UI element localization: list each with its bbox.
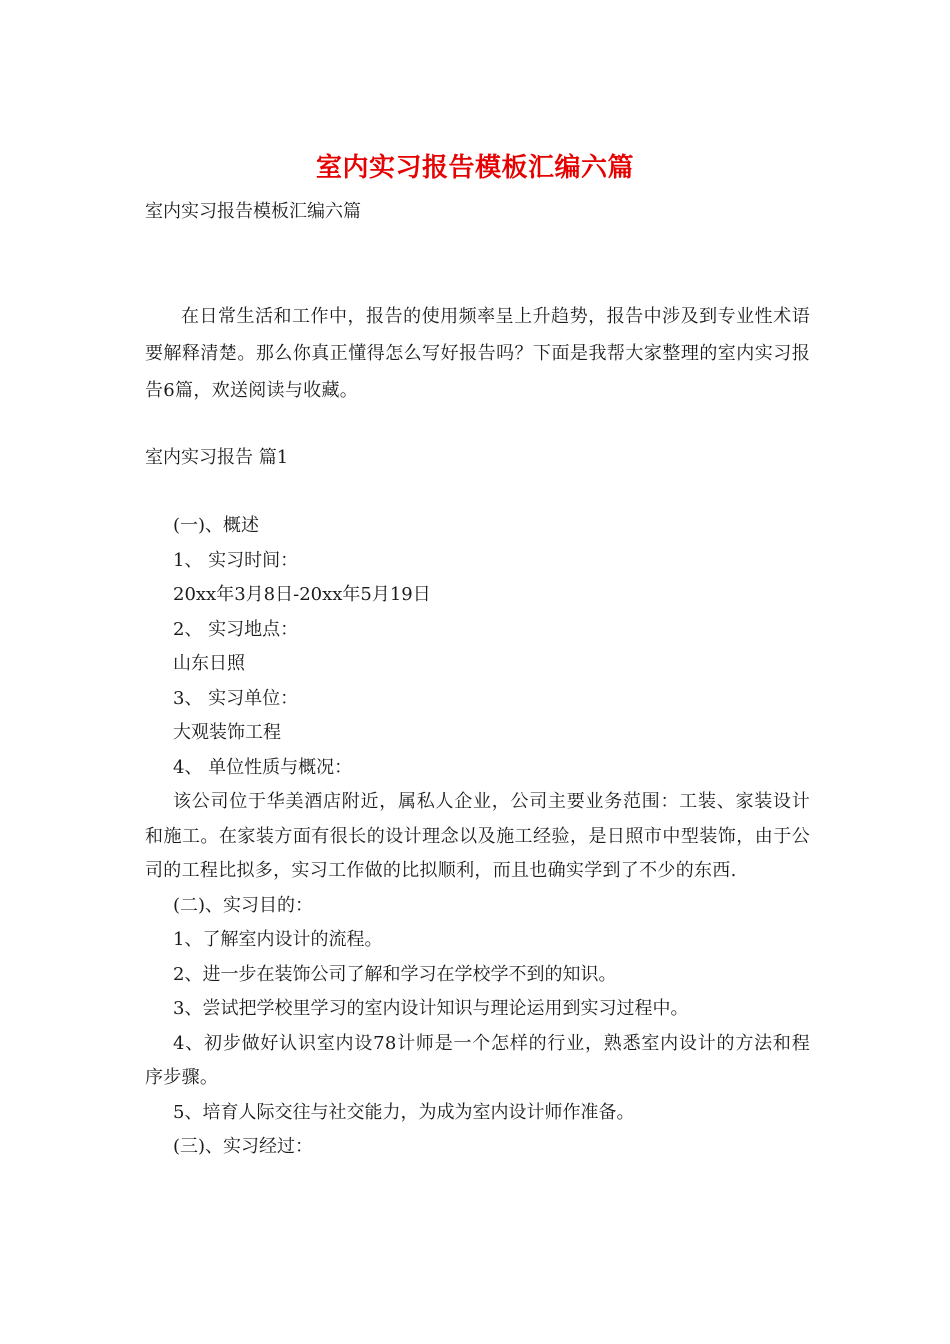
- overview-heading: (一)、概述: [173, 515, 260, 536]
- report-body: [145, 509, 810, 1165]
- list-item: 4、 单位性质与概况：: [173, 756, 353, 778]
- list-item: 2、 实习地点：: [173, 618, 299, 640]
- list-item-value: 20xx年3月8日-20xx年5月19日: [173, 584, 431, 605]
- process-heading: (三)、实习经过：: [173, 1136, 314, 1157]
- document-title: 室内实习报告模板汇编六篇: [315, 153, 634, 183]
- list-item: 1、 实习时间：: [173, 549, 299, 571]
- list-item-value: 大观装饰工程: [173, 722, 281, 743]
- list-item: 2、进一步在装饰公司了解和学习在学校学不到的知识。: [173, 963, 617, 985]
- purpose-heading: (二)、实习目的：: [173, 894, 314, 916]
- list-item: 5、培育人际交往与社交能力，为成为室内设计师作准备。: [173, 1101, 635, 1123]
- company-description: 该公司位于华美酒店附近，属私人企业，公司主要业务范围：工装、家装设计和施工。在家装方面有很长的设计理念以及施工经验，是日照市中型装饰，由于公司的工程比拟多，实习工作做的比拟顺利，而且也确实学到了不少的东西.: [145, 791, 810, 881]
- intro-paragraph: 在日常生活和工作中，报告的使用频率呈上升趋势，报告中涉及到专业性术语要解释清楚。那么你真正懂得怎么写好报告吗？下面是我帮大家整理的室内实习报告6篇，欢送阅读与收藏。: [145, 306, 810, 401]
- list-item: 1、了解室内设计的流程。: [173, 929, 383, 950]
- list-item: 3、 实习单位：: [173, 687, 299, 709]
- list-item-value: 山东日照: [173, 653, 245, 674]
- section-heading: 室内实习报告 篇1: [145, 447, 289, 468]
- document-subtitle: 室内实习报告模板汇编六篇: [145, 201, 361, 222]
- list-item: 3、尝试把学校里学习的室内设计知识与理论运用到实习过程中。: [173, 998, 689, 1019]
- list-item: 4、初步做好认识室内设78计师是一个怎样的行业，熟悉室内设计的方法和程序步骤。: [145, 1032, 810, 1088]
